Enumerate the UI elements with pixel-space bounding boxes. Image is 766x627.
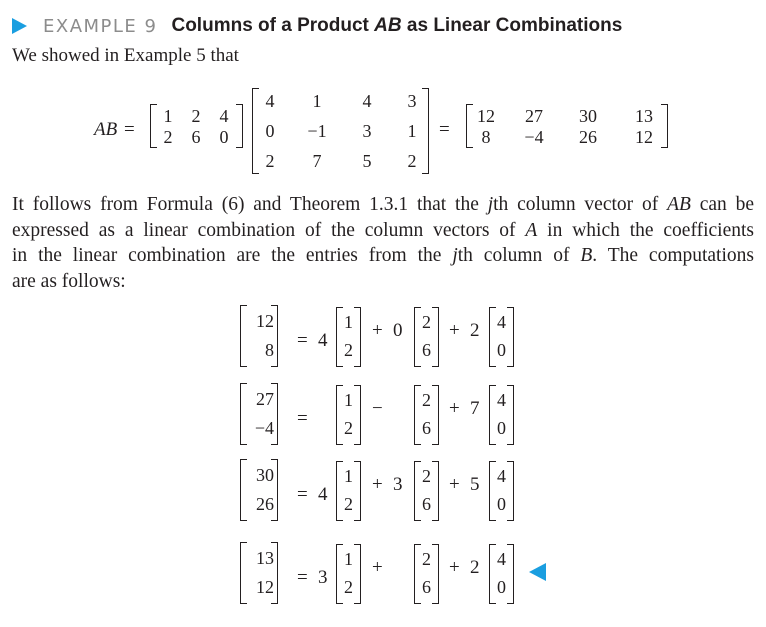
matrix-b-cell: 2 <box>407 151 417 171</box>
column-vector-entry: 2 <box>422 312 431 332</box>
column-vector-of-a <box>336 307 361 367</box>
column-vector-of-a <box>336 544 361 604</box>
coefficient: 5 <box>470 474 480 495</box>
operator-sign: + <box>449 320 460 341</box>
matrix-result-cell: 8 <box>481 127 491 147</box>
operator-sign: + <box>372 557 383 578</box>
paragraph-line: in the linear combination are the entries from the jth column of B. The computations <box>12 245 754 266</box>
coefficient: 4 <box>318 330 328 351</box>
matrix-b-cell: 1 <box>407 121 417 141</box>
column-vector-of-a <box>414 461 439 521</box>
column-vector-entry: 2 <box>422 390 431 410</box>
paragraph-line: It follows from Formula (6) and Theorem 1.3.1 that the jth column vector of AB can be <box>12 194 755 215</box>
column-vector-entry: 2 <box>422 466 431 486</box>
operator-sign: = <box>297 330 308 351</box>
column-vector-entry: 6 <box>422 494 431 514</box>
operator-sign: = <box>297 408 308 429</box>
column-vector-entry: 0 <box>497 494 506 514</box>
result-column-vector <box>240 305 278 367</box>
coefficient: 2 <box>470 320 480 341</box>
column-vector-entry: 2 <box>344 340 353 360</box>
operator-sign: + <box>372 320 383 341</box>
result-column-vector <box>240 383 278 445</box>
column-vector-of-a <box>489 385 514 445</box>
coefficient: 0 <box>393 320 403 341</box>
matrix-b-cell: −1 <box>307 121 327 141</box>
column-vector-of-a <box>414 385 439 445</box>
end-of-example-arrow-icon <box>529 563 546 581</box>
matrix-b-cell: 4 <box>265 91 275 111</box>
matrix-b-cell: 2 <box>265 151 275 171</box>
operator-sign: − <box>372 398 383 419</box>
combination-row <box>0 542 766 608</box>
matrix-a-cell: 0 <box>219 127 229 147</box>
result-vector-entry: 12 <box>256 311 274 331</box>
example-heading <box>12 13 622 39</box>
column-vector-entry: 2 <box>344 418 353 438</box>
column-vector-entry: 2 <box>344 494 353 514</box>
coefficient: 2 <box>470 557 480 578</box>
triangle-marker-icon <box>12 18 27 34</box>
explanation-paragraph <box>12 192 754 294</box>
operator-sign: + <box>372 474 383 495</box>
paragraph-line: are as follows: <box>12 270 126 292</box>
column-vector-entry: 0 <box>497 577 506 597</box>
column-vector-entry: 1 <box>344 312 353 332</box>
column-vector-entry: 4 <box>497 549 506 569</box>
matrix-b-cell: 0 <box>265 121 275 141</box>
matrix-result <box>466 104 668 148</box>
intro-text: We showed in Example 5 that <box>12 45 239 66</box>
column-vector-entry: 6 <box>422 340 431 360</box>
example-title: Columns of a Product AB as Linear Combinations <box>171 15 623 36</box>
column-vector-entry: 0 <box>497 340 506 360</box>
column-vector-entry: 4 <box>497 312 506 332</box>
column-vector-of-a <box>414 307 439 367</box>
combination-row <box>0 305 766 371</box>
matrix-a <box>150 104 243 148</box>
matrix-b <box>252 88 429 174</box>
matrix-result-cell: 13 <box>635 106 653 126</box>
matrix-result-cell: 12 <box>477 106 495 126</box>
column-vector-entry: 4 <box>497 466 506 486</box>
operator-sign: + <box>449 474 460 495</box>
matrix-a-cell: 2 <box>163 127 173 147</box>
coefficient: 3 <box>393 474 403 495</box>
matrix-b-cell: 3 <box>362 121 372 141</box>
column-vector-entry: 2 <box>422 549 431 569</box>
result-vector-entry: 30 <box>256 465 274 485</box>
column-vector-of-a <box>489 307 514 367</box>
matrix-b-cell: 5 <box>362 151 372 171</box>
operator-sign: + <box>449 398 460 419</box>
equals-sign: = <box>124 119 135 140</box>
result-vector-entry: −4 <box>254 418 274 438</box>
column-vector-entry: 1 <box>344 466 353 486</box>
matrix-b-cell: 1 <box>312 91 322 111</box>
result-column-vector <box>240 542 278 604</box>
column-vector-of-a <box>489 461 514 521</box>
product-equation <box>0 88 766 174</box>
coefficient: 7 <box>470 398 480 419</box>
matrix-result-cell: 26 <box>579 127 597 147</box>
matrix-b-cell: 3 <box>407 91 417 111</box>
operator-sign: = <box>297 484 308 505</box>
matrix-result-cell: 27 <box>525 106 543 126</box>
matrix-b-cell: 7 <box>312 151 322 171</box>
matrix-a-cell: 6 <box>191 127 201 147</box>
paragraph-line: expressed as a linear combination of the column vectors of A in which the coefficients <box>12 219 755 241</box>
column-vector-entry: 6 <box>422 577 431 597</box>
column-vector-of-a <box>336 385 361 445</box>
equals-sign: = <box>439 119 450 140</box>
combination-row <box>0 383 766 449</box>
ab-label: AB <box>94 119 118 140</box>
column-vector-entry: 1 <box>344 549 353 569</box>
column-vector-entry: 1 <box>344 390 353 410</box>
column-vector-entry: 6 <box>422 418 431 438</box>
example-label: EXAMPLE 9 <box>43 15 158 37</box>
matrix-a-cell: 4 <box>219 106 229 126</box>
result-vector-entry: 8 <box>265 340 274 360</box>
result-column-vector <box>240 459 278 521</box>
column-vector-of-a <box>489 544 514 604</box>
matrix-a-cell: 2 <box>191 106 201 126</box>
column-vector-entry: 2 <box>344 577 353 597</box>
coefficient: 3 <box>318 567 328 588</box>
matrix-b-cell: 4 <box>362 91 372 111</box>
result-vector-entry: 26 <box>256 494 274 514</box>
matrix-result-cell: −4 <box>524 127 544 147</box>
matrix-result-cell: 12 <box>635 127 653 147</box>
coefficient: 4 <box>318 484 328 505</box>
result-vector-entry: 12 <box>256 577 274 597</box>
matrix-result-cell: 30 <box>579 106 597 126</box>
operator-sign: + <box>449 557 460 578</box>
column-vector-entry: 4 <box>497 390 506 410</box>
column-vector-of-a <box>336 461 361 521</box>
result-vector-entry: 27 <box>256 389 274 409</box>
operator-sign: = <box>297 567 308 588</box>
matrix-a-cell: 1 <box>163 106 173 126</box>
result-vector-entry: 13 <box>256 548 274 568</box>
column-vector-of-a <box>414 544 439 604</box>
combination-row <box>0 459 766 525</box>
column-vector-entry: 0 <box>497 418 506 438</box>
